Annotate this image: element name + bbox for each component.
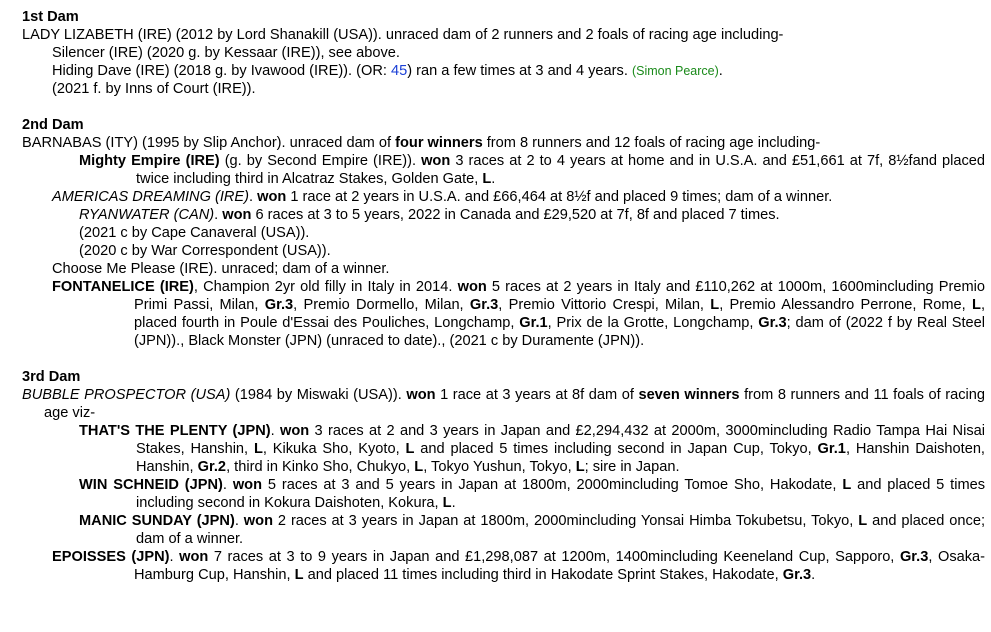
trainer-name: (Simon Pearce) [631, 64, 719, 78]
official-rating: 45 [391, 63, 408, 79]
second-dam-section [22, 116, 985, 350]
offspring-2020-colt: (2020 c by War Correspondent (USA)). [79, 243, 331, 259]
second-dam-entry: BARNABAS (ITY) (1995 by Slip Anchor). unraced dam of four winners from 8 runners and 12 foals of racing age including- [22, 135, 821, 151]
third-dam-section [22, 368, 985, 584]
offspring-2021-filly: (2021 f. by Inns of Court (IRE)). [52, 81, 256, 97]
first-dam-section [22, 8, 985, 98]
third-dam-heading: 3rd Dam [22, 369, 81, 385]
offspring-win-schneid: WIN SCHNEID (JPN). won 5 races at 3 and 5 years in Japan at 1800m, 2000mincluding Tomoe Sho, Hakodate, L and placed 5 times including second in Kokura Daishoten, Kokura, L. [79, 477, 986, 511]
offspring-mighty-empire: Mighty Empire (IRE) (g. by Second Empire (IRE)). won 3 races at 2 to 4 years at home and in U.S.A. and £51,661 at 7f, 8½fand placed twice including third in Alcatraz Stakes, Golden Gate, L. [79, 153, 985, 187]
offspring-2021-colt: (2021 c by Cape Canaveral (USA)). [79, 225, 310, 241]
first-dam-entry: LADY LIZABETH (IRE) (2012 by Lord Shanakill (USA)). unraced dam of 2 runners and 2 foals of racing age including- [22, 27, 784, 43]
second-dam-heading: 2nd Dam [22, 117, 84, 133]
first-dam-heading: 1st Dam [22, 9, 79, 25]
offspring-hiding-dave: Hiding Dave (IRE) (2018 g. by Ivawood (IRE)). (OR: 45) ran a few times at 3 and 4 years. (Simon Pearce). [52, 63, 723, 79]
offspring-fontanelice: FONTANELICE (IRE), Champion 2yr old filly in Italy in 2014. won 5 races at 2 years in Italy and £110,262 at 1000m, 1600mincluding Premio Primi Passi, Milan, Gr.3, Premio Dormello, Milan, Gr.3, Premio Vittorio Crespi, Milan, L, Premio Alessandro Perrone, Rome, L, placed fourth in Poule d'Essai des Pouliches, Longchamp, Gr.1, Prix de la Grotte, Longchamp, Gr.3; dam of (2022 f by Real Steel (JPN))., Black Monster (JPN) (unraced to date)., (2021 c by Duramente (JPN)). [52, 279, 986, 349]
offspring-ryanwater: RYANWATER (CAN). won 6 races at 3 to 5 years, 2022 in Canada and £29,520 at 7f, 8f and placed 7 times. [79, 207, 780, 223]
offspring-manic-sunday: MANIC SUNDAY (JPN). won 2 races at 3 years in Japan at 1800m, 2000mincluding Yonsai Himba Tokubetsu, Tokyo, L and placed once; dam of a winner. [79, 513, 985, 547]
offspring-thats-the-plenty: THAT'S THE PLENTY (JPN). won 3 races at 2 and 3 years in Japan and £2,294,432 at 2000m, 3000mincluding Radio Tampa Hai Nisai Stakes, Hanshin, L, Kikuka Sho, Kyoto, L and placed 5 times including second in Japan Cup, Tokyo, Gr.1, Hanshin Daishoten, Hanshin, Gr.2, third in Kinko Sho, Chukyo, L, Tokyo Yushun, Tokyo, L; sire in Japan. [79, 423, 985, 475]
offspring-epoisses: EPOISSES (JPN). won 7 races at 3 to 9 years in Japan and £1,298,087 at 1200m, 1400mincluding Keeneland Cup, Sapporo, Gr.3, Osaka-Hamburg Cup, Hanshin, L and placed 11 times including third in Hakodate Sprint Stakes, Hakodate, Gr.3. [52, 549, 985, 583]
offspring-silencer: Silencer (IRE) (2020 g. by Kessaar (IRE)), see above. [52, 45, 400, 61]
offspring-americas-dreaming: AMERICAS DREAMING (IRE). won 1 race at 2 years in U.S.A. and £66,464 at 8½f and placed 9 times; dam of a winner. [52, 189, 833, 205]
third-dam-entry: BUBBLE PROSPECTOR (USA) (1984 by Miswaki (USA)). won 1 race at 3 years at 8f dam of seven winners from 8 runners and 11 foals of racing age viz- [22, 387, 985, 421]
offspring-choose-me-please: Choose Me Please (IRE). unraced; dam of a winner. [52, 261, 390, 277]
